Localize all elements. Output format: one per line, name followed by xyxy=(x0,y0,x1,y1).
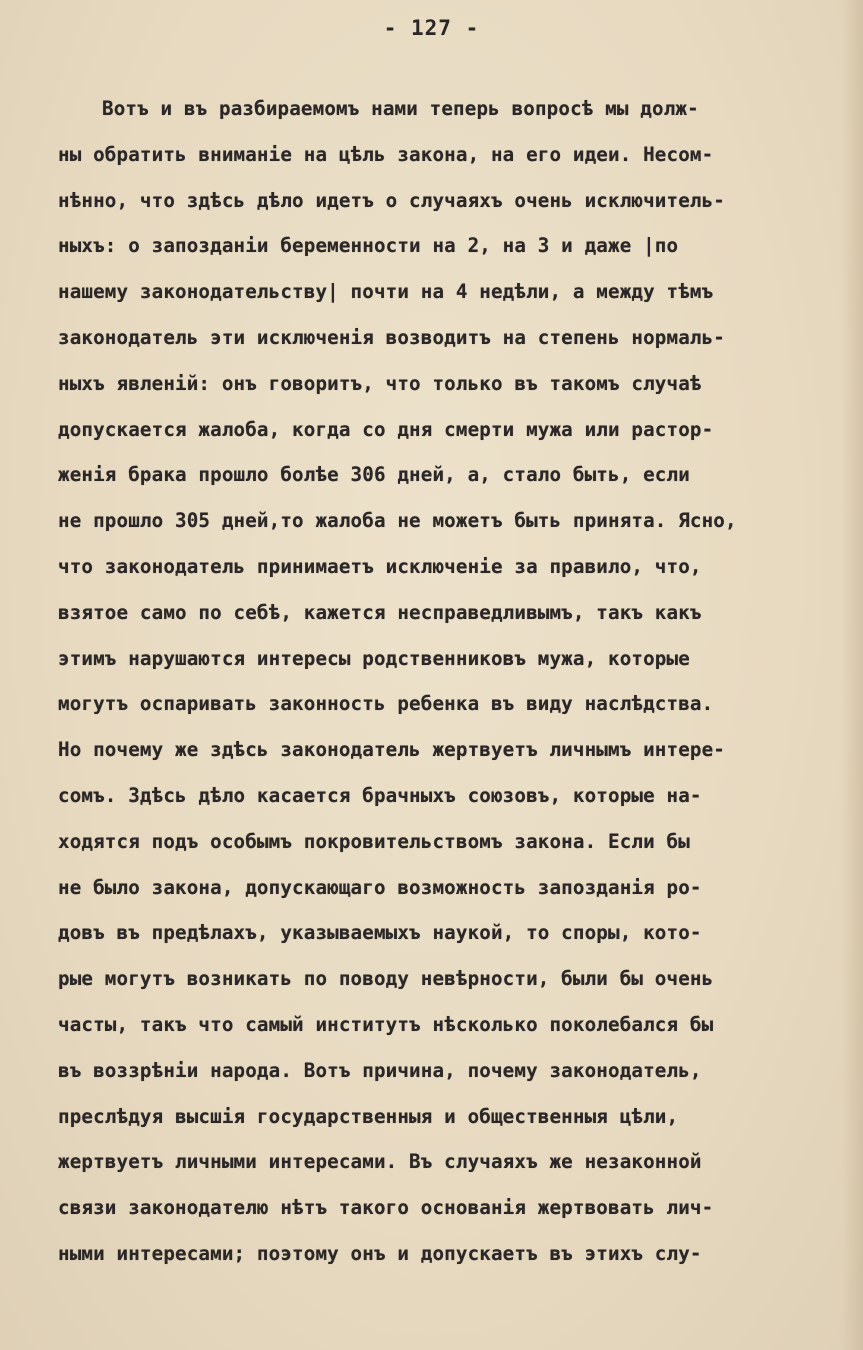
page-number: - 127 - xyxy=(383,16,480,40)
text-line: рые могутъ возникать по поводу невѣрности, были бы очень xyxy=(58,967,714,991)
text-line: жертвуетъ личными интересами. Въ случаяхъ же незаконной xyxy=(58,1150,702,1174)
text-line: преслѣдуя высшія государственныя и общественныя цѣли, xyxy=(58,1104,679,1128)
text-line: могутъ оспаривать законность ребенка въ виду наслѣдства. xyxy=(58,692,714,716)
body-text xyxy=(58,86,828,1277)
text-line: ными интересами; поэтому онъ и допускаетъ въ этихъ слу- xyxy=(58,1241,702,1265)
text-line: сомъ. Здѣсь дѣло касается брачныхъ союзовъ, которые на- xyxy=(58,783,702,807)
text-line: ныхъ: о запозданіи беременности на 2, на 3 и даже |по xyxy=(58,234,679,258)
text-line: связи законодателю нѣтъ такого основанія жертвовать лич- xyxy=(58,1196,714,1220)
text-line: ныхъ явленій: онъ говоритъ, что только въ такомъ случаѣ xyxy=(58,371,702,395)
text-line: Но почему же здѣсь законодатель жертвуетъ личнымъ интере- xyxy=(58,738,726,762)
text-line: въ воззрѣніи народа. Вотъ причина, почему законодатель, xyxy=(58,1058,702,1082)
text-line: Вотъ и въ разбираемомъ нами теперь вопросѣ мы долж- xyxy=(102,97,699,120)
text-line: что законодатель принимаетъ исключеніе за правило, что, xyxy=(58,554,702,578)
text-line: часты, такъ что самый институтъ нѣсколько поколебался бы xyxy=(58,1012,714,1036)
text-line: не прошло 305 дней,то жалоба не можетъ быть принята. Ясно, xyxy=(58,509,737,533)
page-edge-shadow xyxy=(841,0,863,1350)
text-line: этимъ нарушаются интересы родственниковъ мужа, которые xyxy=(58,646,690,670)
text-line: допускается жалоба, когда со дня смерти мужа или растор- xyxy=(58,417,714,441)
text-line: нашему законодательству| почти на 4 недѣли, а между тѣмъ xyxy=(58,280,714,304)
text-line: довъ въ предѣлахъ, указываемыхъ наукой, то споры, кото- xyxy=(58,921,702,945)
text-line: взятое само по себѣ, кажется несправедливымъ, такъ какъ xyxy=(58,600,702,624)
text-line: ходятся подъ особымъ покровительствомъ закона. Если бы xyxy=(58,829,690,853)
text-line: нѣнно, что здѣсь дѣло идетъ о случаяхъ очень исключитель- xyxy=(58,188,726,212)
text-line: не было закона, допускающаго возможность запозданія ро- xyxy=(58,875,702,899)
text-line: женія брака прошло болѣе 306 дней, а, стало быть, если xyxy=(58,463,690,487)
text-line: законодатель эти исключенія возводитъ на степень нормаль- xyxy=(58,325,726,349)
text-line: ны обратить вниманіе на цѣль закона, на его идеи. Несом- xyxy=(58,142,714,166)
